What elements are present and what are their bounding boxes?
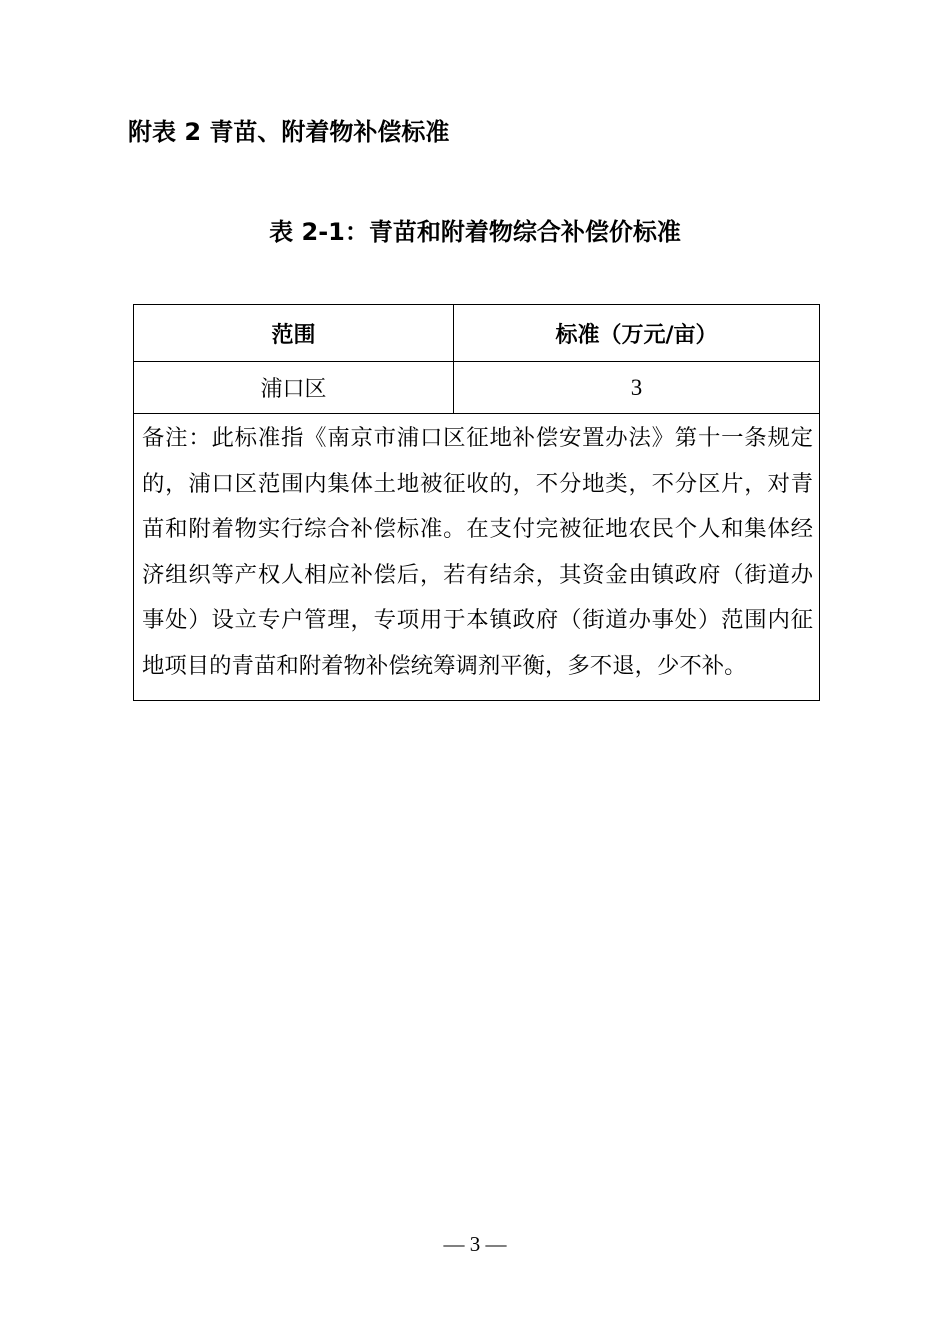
table-note-row bbox=[134, 414, 820, 701]
header-range: 范围 bbox=[134, 305, 454, 362]
table-header-row bbox=[134, 305, 820, 362]
table-row bbox=[134, 362, 820, 414]
table-title: 表 2-1：青苗和附着物综合补偿价标准 bbox=[269, 218, 681, 246]
page-number: — 3 — bbox=[443, 1232, 507, 1256]
cell-range: 浦口区 bbox=[134, 362, 454, 414]
cell-standard: 3 bbox=[454, 362, 820, 414]
header-standard: 标准（万元/亩） bbox=[454, 305, 820, 362]
appendix-title: 附表 2 青苗、附着物补偿标准 bbox=[128, 118, 450, 146]
table-note: 备注：此标准指《南京市浦口区征地补偿安置办法》第十一条规定的，浦口区范围内集体土地被征收的，不分地类，不分区片，对青苗和附着物实行综合补偿标准。在支付完被征地农民个人和集体经济组织等产权人相应补偿后，若有结余，其资金由镇政府（街道办事处）设立专户管理，专项用于本镇政府（街道办事处）范围内征地项目的青苗和附着物补偿统筹调剂平衡，多不退，少不补。 bbox=[134, 414, 820, 701]
compensation-standard-table bbox=[133, 304, 820, 701]
